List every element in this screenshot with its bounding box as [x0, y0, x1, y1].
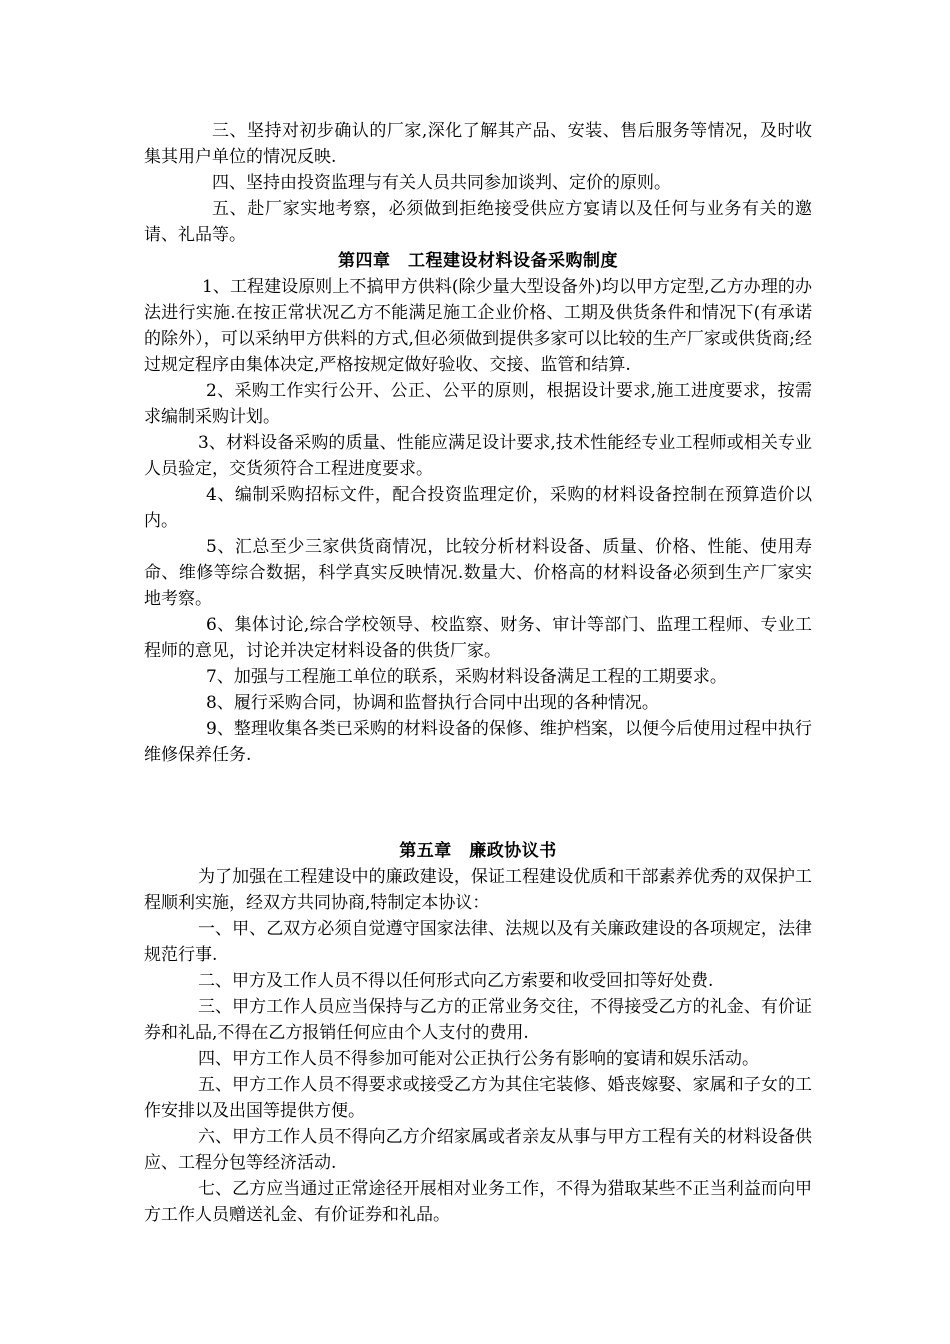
chapter5-item-6: 六、甲方工作人员不得向乙方介绍家属或者亲友从事与甲方工程有关的材料设备供应、工程分包等经济活动. [144, 1127, 812, 1173]
chapter4-item-7: 7、加强与工程施工单位的联系，采购材料设备满足工程的工期要求。 [206, 667, 727, 687]
chapter4-title: 第四章 工程建设材料设备采购制度 [338, 251, 618, 271]
chapter5-item-7: 七、乙方应当通过正常途径开展相对业务工作，不得为猎取某些不正当利益而向甲方工作人员赠送礼金、有价证券和礼品。 [144, 1179, 812, 1225]
document-body [144, 118, 812, 1228]
chapter4-item-9: 9、整理收集各类已采购的材料设备的保修、维护档案，以便今后使用过程中执行维修保养任务. [144, 719, 812, 765]
section-spacer [144, 768, 812, 838]
chapter5-intro: 为了加强在工程建设中的廉政建设，保证工程建设优质和干部素养优秀的双保护工程顺利实施，经双方共同协商,特制定本协议： [144, 867, 812, 913]
chapter4-item-1: 1、工程建设原则上不搞甲方供料(除少量大型设备外)均以甲方定型,乙方办理的办法进行实施.在按正常状况乙方不能满足施工企业价格、工期及供货条件和情况下(有承诺的除外），可以采纳甲方供料的方式,但必须做到提供多家可以比较的生产厂家或供货商;经过规定程序由集体决定,严格按规定做好验收、交接、监管和结算. [144, 277, 812, 375]
chapter4-item-2: 2、采购工作实行公开、公正、公平的原则，根据设计要求,施工进度要求，按需求编制采购计划。 [144, 381, 812, 427]
chapter4-item-6: 6、集体讨论,综合学校领导、校监察、财务、审计等部门、监理工程师、专业工程师的意见，讨论并决定材料设备的供货厂家。 [144, 615, 812, 661]
chapter5-item-4: 四、甲方工作人员不得参加可能对公正执行公务有影响的宴请和娱乐活动。 [198, 1049, 759, 1069]
chapter4-item-5: 5、汇总至少三家供货商情况，比较分析材料设备、质量、价格、性能、使用寿命、维修等综合数据，科学真实反映情况.数量大、价格高的材料设备必须到生产厂家实地考察。 [144, 537, 812, 609]
chapter5-title: 第五章 廉政协议书 [399, 841, 557, 861]
chapter4-item-4: 4、编制采购招标文件，配合投资监理定价，采购的材料设备控制在预算造价以内。 [144, 485, 812, 531]
chapter5-item-1: 一、甲、乙双方必须自觉遵守国家法律、法规以及有关廉政建设的各项规定，法律规范行事. [144, 919, 812, 965]
section3-item-4: 四、坚持由投资监理与有关人员共同参加谈判、定价的原则。 [212, 173, 671, 193]
chapter4-item-8: 8、履行采购合同，协调和监督执行合同中出现的各种情况。 [206, 693, 659, 713]
chapter5-item-2: 二、甲方及工作人员不得以任何形式向乙方索要和收受回扣等好处费. [198, 971, 714, 991]
section3-item-5: 五、赴厂家实地考察，必须做到拒绝接受供应方宴请以及任何与业务有关的邀请、礼品等。 [144, 199, 812, 245]
chapter5-item-5: 五、甲方工作人员不得要求或接受乙方为其住宅装修、婚丧嫁娶、家属和子女的工作安排以及出国等提供方便。 [144, 1075, 812, 1121]
chapter4-item-3: 3、材料设备采购的质量、性能应满足设计要求,技术性能经专业工程师或相关专业人员验定，交货须符合工程进度要求。 [144, 433, 812, 479]
chapter5-item-3: 三、甲方工作人员应当保持与乙方的正常业务交往，不得接受乙方的礼金、有价证券和礼品,不得在乙方报销任何应由个人支付的费用. [144, 997, 812, 1043]
section3-item-3: 三、坚持对初步确认的厂家,深化了解其产品、安装、售后服务等情况，及时收集其用户单位的情况反映. [144, 121, 812, 167]
